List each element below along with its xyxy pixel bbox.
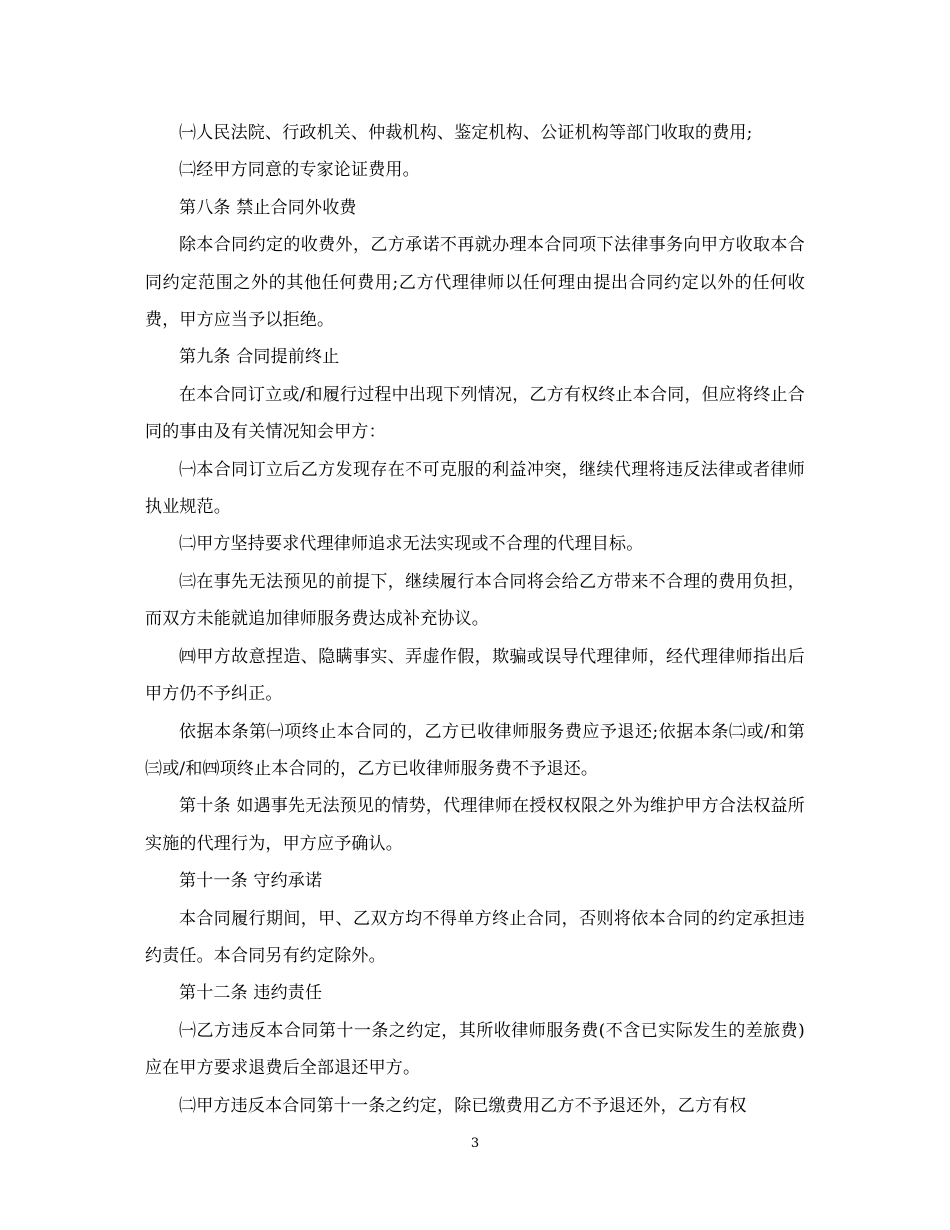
paragraph: 在本合同订立或/和履行过程中出现下列情况，乙方有权终止本合同，但应将终止合同的事由及有关情况知会甲方： [145,384,805,443]
list-item: ㈠本合同订立后乙方发现存在不可克服的利益冲突，继续代理将违反法律或者律师执业规范。 [145,459,805,518]
section-heading-article-12: 第十二条 违约责任 [179,983,323,1004]
section-heading-article-9: 第九条 合同提前终止 [179,347,340,368]
list-item: ㈢在事先无法预见的前提下，继续履行本合同将会给乙方带来不合理的费用负担，而双方未能就追加律师服务费达成补充协议。 [145,571,805,630]
list-item: ㈡甲方坚持要求代理律师追求无法实现或不合理的代理目标。 [179,534,644,555]
section-heading-article-11: 第十一条 守约承诺 [179,871,323,892]
section-article-10: 第十条 如遇事先无法预见的情势，代理律师在授权权限之外为维护甲方合法权益所实施的代理行为，甲方应予确认。 [145,796,805,854]
list-item: ㈡甲方违反本合同第十一条之约定，除已缴费用乙方不予退还外，乙方有权 [179,1095,747,1116]
paragraph: 本合同履行期间，甲、乙双方均不得单方终止合同，否则将依本合同的约定承担违约责任。本合同另有约定除外。 [145,908,805,966]
paragraph: 依据本条第㈠项终止本合同的，乙方已收律师服务费应予退还;依据本条㈡或/和第㈢或/和㈣项终止本合同的，乙方已收律师服务费不予退还。 [145,721,805,779]
paragraph: ㈡经甲方同意的专家论证费用。 [179,160,420,181]
section-heading-article-8: 第八条 禁止合同外收费 [179,197,357,218]
list-item: ㈣甲方故意捏造、隐瞒事实、弄虚作假，欺骗或误导代理律师，经代理律师指出后甲方仍不予纠正。 [145,646,805,705]
page-number: 3 [470,1136,480,1151]
document-body [145,115,805,1125]
paragraph: ㈠人民法院、行政机关、仲裁机构、鉴定机构、公证机构等部门收取的费用; [179,123,753,143]
list-item: ㈠乙方违反本合同第十一条之约定，其所收律师服务费(不含已实际发生的差旅费)应在甲方要求退费后全部退还甲方。 [145,1020,805,1079]
paragraph: 除本合同约定的收费外，乙方承诺不再就办理本合同项下法律事务向甲方收取本合同约定范围之外的其他任何费用;乙方代理律师以任何理由提出合同约定以外的任何收费，甲方应当予以拒绝。 [145,235,805,331]
